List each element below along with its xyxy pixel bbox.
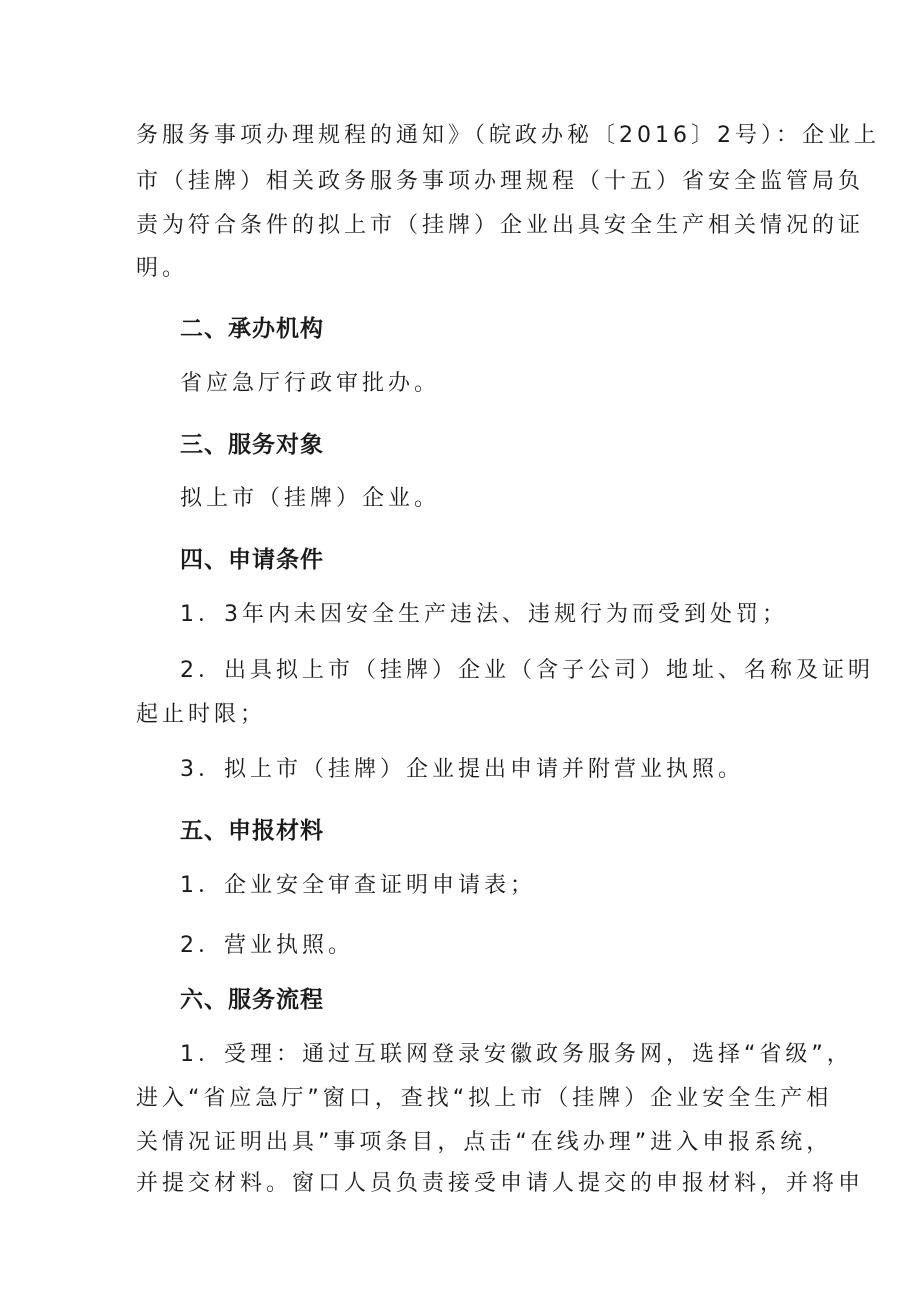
process-line-4: 并提交材料。窗口人员负责接受申请人提交的申报材料，并将申 (136, 1171, 865, 1196)
section-heading-application-materials: 五、申报材料 (180, 818, 324, 844)
process-line-2: 进入“省应急厅”窗口，查找“拟上市（挂牌）企业安全生产相 (136, 1086, 833, 1111)
material-item-1: 1．企业安全审查证明申请表； (180, 873, 536, 898)
section-heading-service-target: 三、服务对象 (180, 432, 324, 458)
section-body-service-target: 拟上市（挂牌）企业。 (180, 486, 441, 511)
section-heading-application-conditions: 四、申请条件 (180, 547, 324, 573)
intro-line-4: 明。 (136, 256, 189, 281)
intro-line-3: 责为符合条件的拟上市（挂牌）企业出具安全生产相关情况的证 (136, 213, 865, 238)
intro-line-1: 务服务事项办理规程的通知》（皖政办秘〔2016〕2号）：企业上 (136, 123, 880, 148)
process-line-1: 1．受理：通过互联网登录安徽政务服务网，选择“省级”， (180, 1042, 853, 1067)
condition-item-1: 1．3年内未因安全生产违法、违规行为而受到处罚； (180, 602, 788, 627)
intro-line-2: 市（挂牌）相关政务服务事项办理规程（十五）省安全监管局负 (136, 169, 865, 194)
section-heading-undertaking-agency: 二、承办机构 (180, 316, 324, 342)
material-item-2: 2．营业执照。 (180, 933, 354, 958)
section-heading-service-process: 六、服务流程 (180, 987, 324, 1013)
process-line-3: 关情况证明出具”事项条目，点击“在线办理”进入申报系统， (136, 1130, 833, 1155)
condition-item-3: 3．拟上市（挂牌）企业提出申请并附营业执照。 (180, 757, 744, 782)
condition-item-2-line-2: 起止时限； (136, 702, 267, 727)
condition-item-2-line-1: 2．出具拟上市（挂牌）企业（含子公司）地址、名称及证明 (180, 658, 874, 683)
section-body-undertaking-agency: 省应急厅行政审批办。 (180, 371, 441, 396)
